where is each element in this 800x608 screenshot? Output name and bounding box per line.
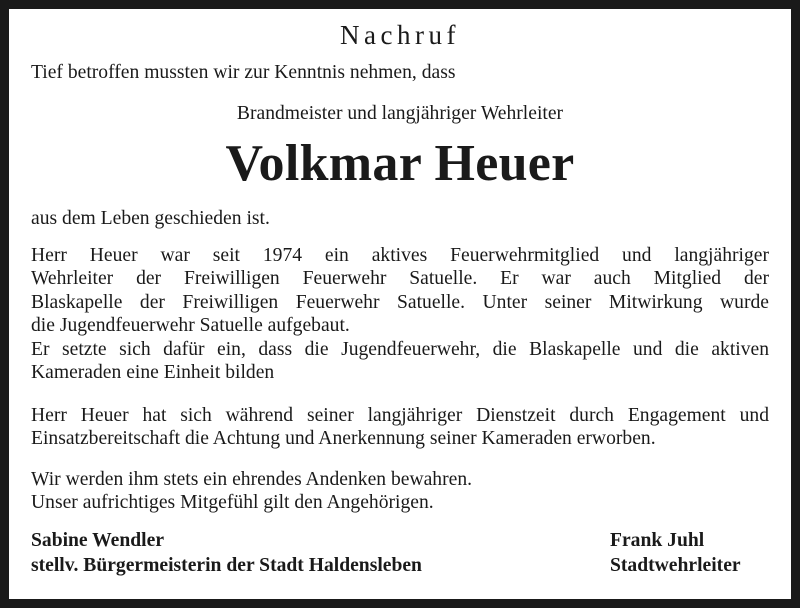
paragraph-line: Kameraden eine Einheit bilden bbox=[31, 362, 275, 384]
obituary-heading: Nachruf bbox=[340, 20, 460, 50]
paragraph-line: Wehrleiter der Freiwilligen Feuerwehr Satuelle. Er war auch Mitglied der bbox=[31, 268, 769, 290]
signatory-title: stellv. Bürgermeisterin der Stadt Haldensleben bbox=[31, 555, 422, 576]
paragraph-line: Herr Heuer war seit 1974 ein aktives Feuerwehrmitglied und langjähriger bbox=[31, 245, 769, 266]
paragraph-line: Unser aufrichtiges Mitgefühl gilt den Angehörigen. bbox=[31, 492, 434, 514]
rank-text: Brandmeister und langjähriger Wehrleiter bbox=[236, 103, 564, 124]
signatory-name: Sabine Wendler bbox=[31, 530, 165, 551]
paragraph-line: die Jugendfeuerwehr Satuelle aufgebaut. bbox=[31, 315, 350, 337]
paragraph-line: Blaskapelle der Freiwilligen Feuerwehr Satuelle. Unter seiner Mitwirkung wurde bbox=[31, 291, 769, 313]
paragraph-career bbox=[31, 244, 769, 384]
paragraph-line: Wir werden ihm stets ein ehrendes Andenken bewahren. bbox=[31, 469, 473, 490]
intro-text: Tief betroffen mussten wir zur Kenntnis nehmen, dass bbox=[31, 62, 456, 83]
deceased-name: Volkmar Heuer bbox=[225, 135, 575, 192]
signatory-name: Frank Juhl bbox=[610, 530, 705, 551]
paragraph-remembrance bbox=[31, 468, 769, 515]
paragraph-service bbox=[31, 404, 769, 451]
paragraph-line: Herr Heuer hat sich während seiner langjähriger Dienstzeit durch Engagement und bbox=[31, 405, 769, 426]
signatory-title: Stadtwehrleiter bbox=[610, 555, 741, 576]
paragraph-line: Einsatzbereitschaft die Achtung und Anerkennung seiner Kameraden erworben. bbox=[31, 428, 656, 450]
passed-text: aus dem Leben geschieden ist. bbox=[31, 208, 270, 229]
paragraph-line: Er setzte sich dafür ein, dass die Jugendfeuerwehr, die Blaskapelle und die aktiven bbox=[31, 338, 769, 360]
